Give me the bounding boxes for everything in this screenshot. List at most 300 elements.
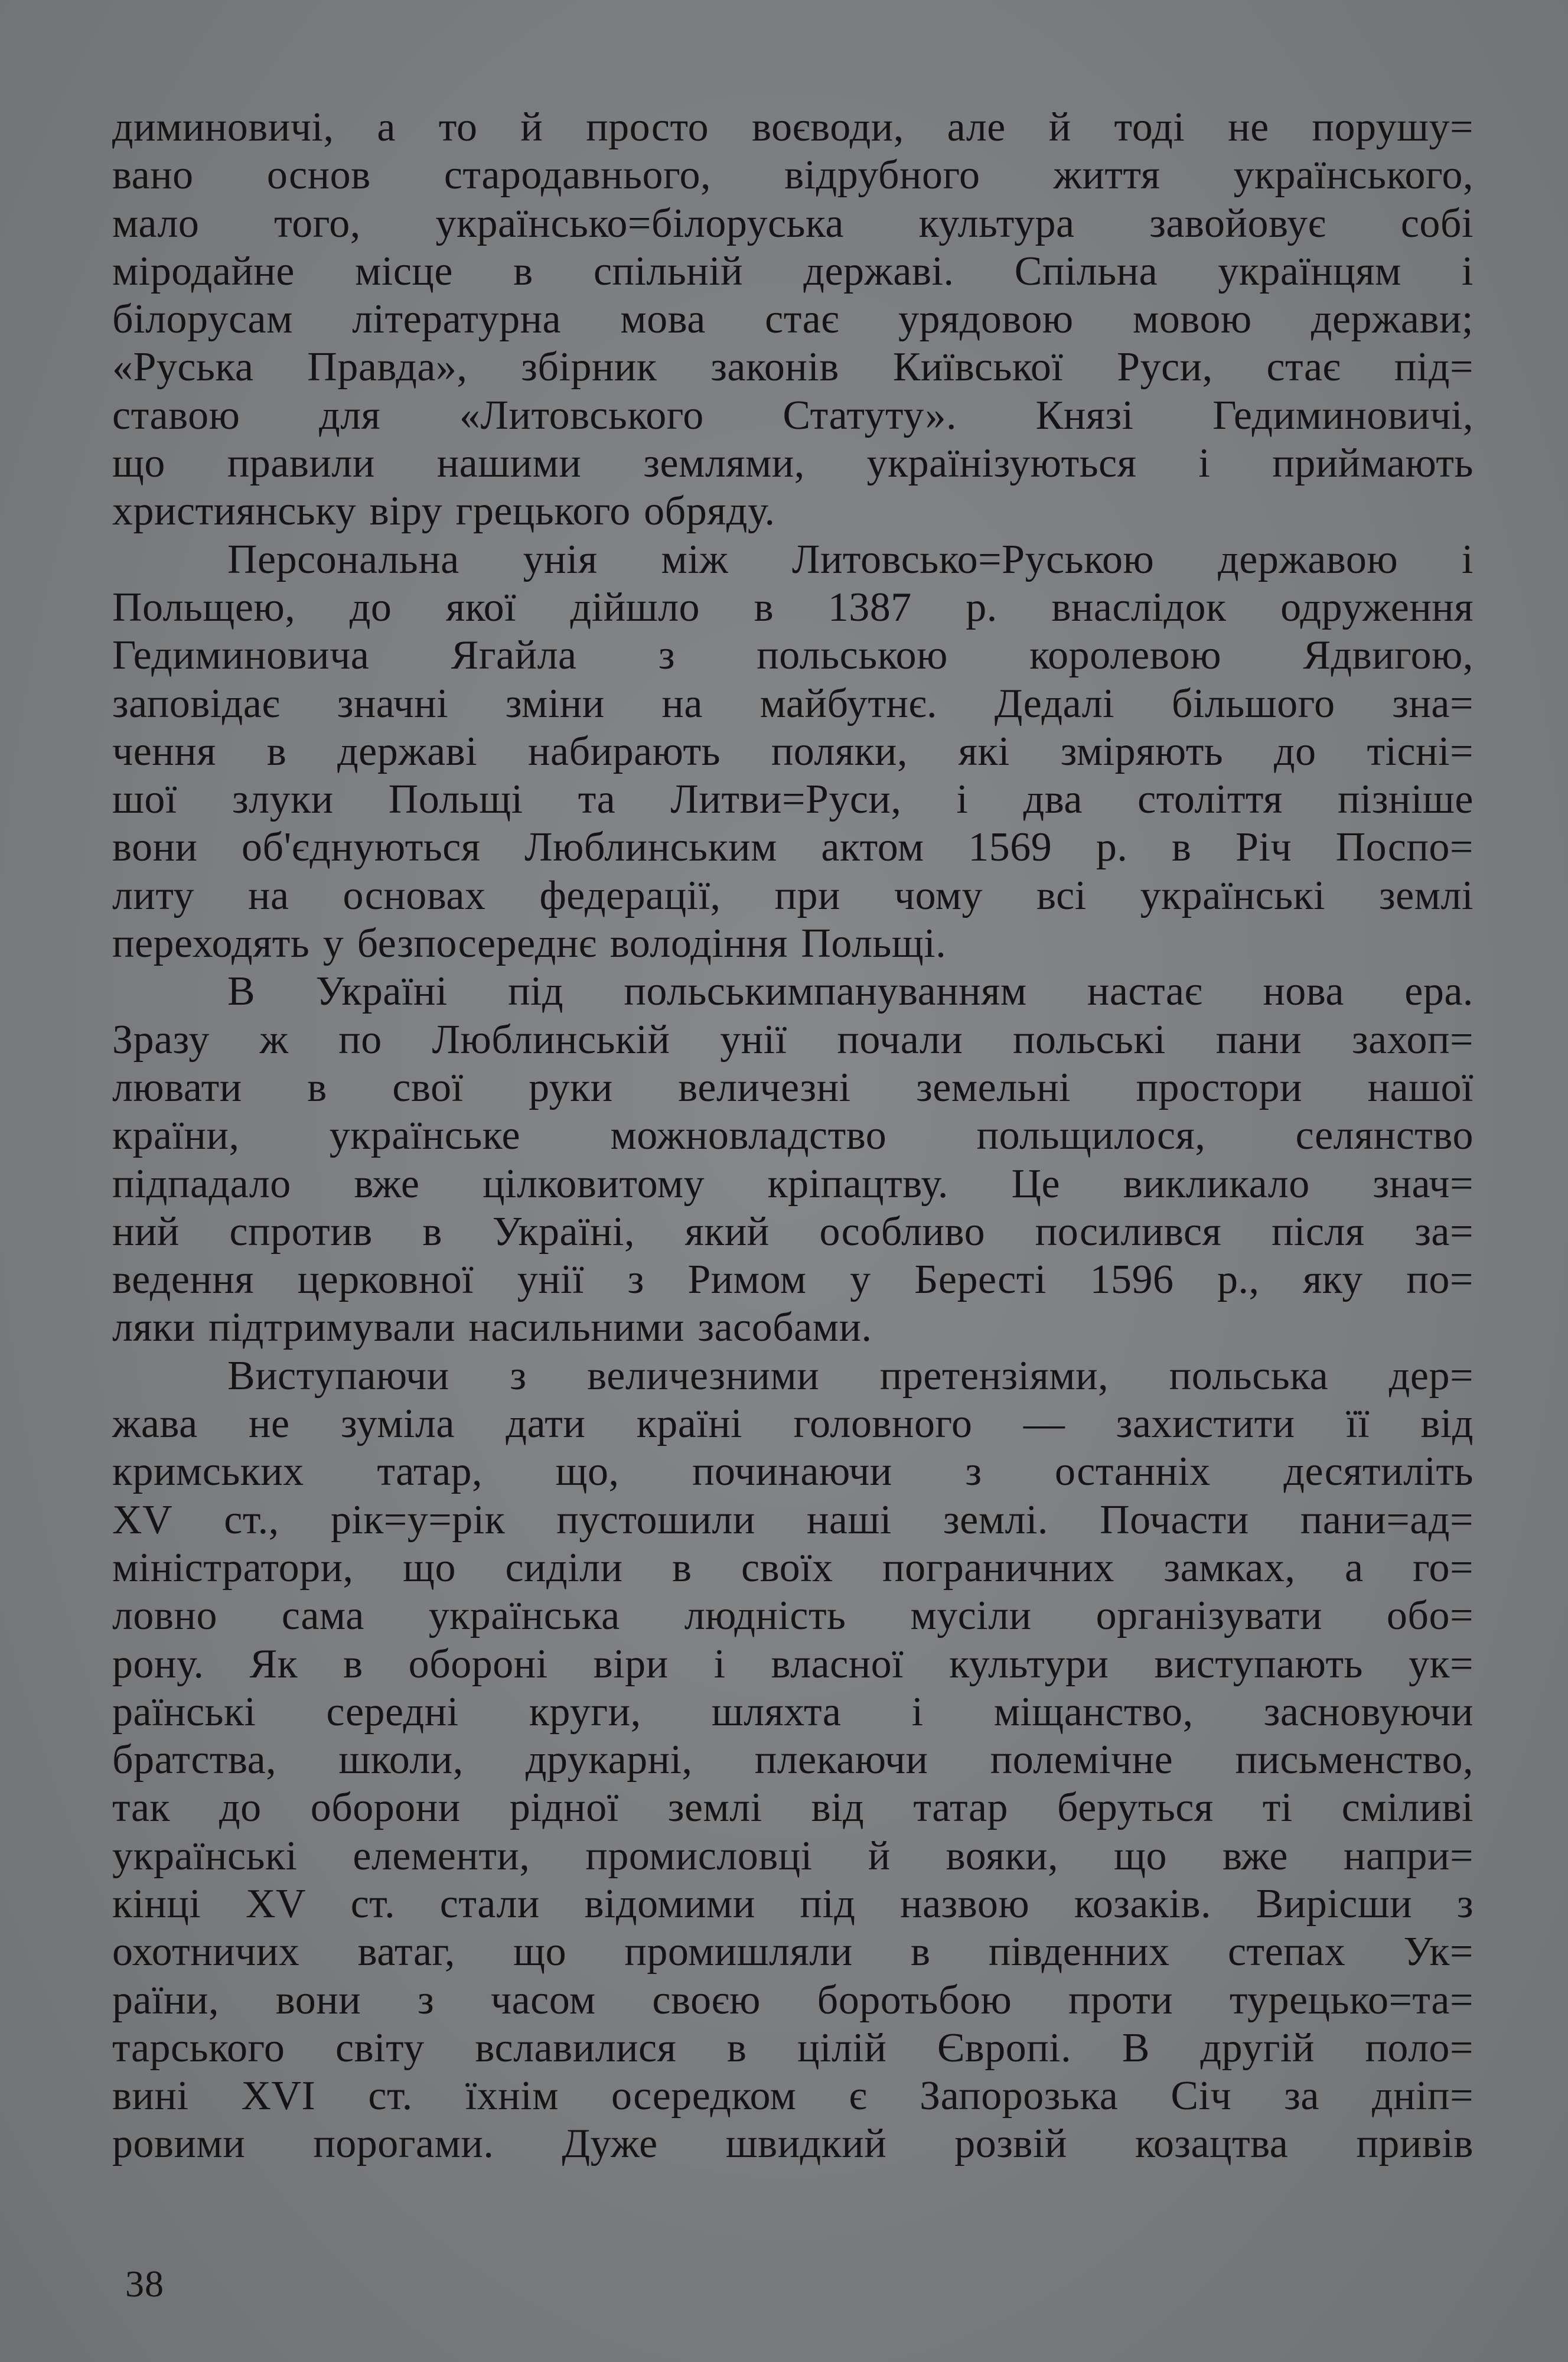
word: Спільна: [1014, 248, 1158, 294]
word: є: [849, 2073, 868, 2119]
word: польською: [757, 633, 948, 679]
text-line: [112, 1400, 1474, 1448]
word: захоп=: [1351, 1017, 1474, 1063]
word: її: [1346, 1401, 1370, 1447]
word: що,: [555, 1449, 620, 1495]
word: українсько=білоруська: [435, 200, 844, 246]
word: друкарні,: [525, 1737, 693, 1783]
word: братства,: [112, 1737, 277, 1783]
word: культура: [918, 200, 1075, 246]
word: країни,: [112, 1113, 240, 1159]
word: від: [811, 1785, 865, 1831]
word: стає: [1266, 344, 1341, 390]
word: зміни: [505, 680, 605, 726]
word: з: [510, 1353, 527, 1399]
word: руки: [529, 1064, 613, 1110]
word: рідної: [509, 1785, 619, 1831]
word: федерації,: [539, 872, 721, 918]
word: з: [417, 1977, 435, 2023]
word: в: [343, 1641, 363, 1687]
word: більшого: [1171, 680, 1335, 726]
word: кінці: [112, 1881, 201, 1927]
word: на: [661, 680, 703, 726]
word: між: [661, 536, 729, 582]
word: землі: [1379, 872, 1474, 918]
word: держави;: [1311, 297, 1474, 343]
word: підтримували: [208, 1305, 455, 1351]
word: починаючи: [692, 1449, 892, 1495]
word: урядовою: [898, 297, 1074, 343]
word: Гедиминовичі,: [1212, 392, 1474, 438]
word: обряду.: [644, 488, 775, 535]
paragraph: [112, 1352, 1474, 2168]
text-line: [112, 1496, 1474, 1544]
word: що: [513, 1929, 567, 1975]
word: внаслідок: [1051, 584, 1227, 630]
word: підпадало: [112, 1161, 291, 1207]
text-line: [112, 1880, 1474, 1928]
word: Персональна: [227, 536, 459, 582]
word: й: [868, 1833, 891, 1879]
word: поло=: [1365, 2025, 1474, 2071]
word: козаків.: [1074, 1881, 1212, 1927]
word: ватаг,: [357, 1929, 455, 1975]
word: Європі.: [937, 2025, 1072, 2071]
word: головного: [793, 1401, 973, 1447]
word: плекаючи: [754, 1737, 928, 1783]
word: раїни,: [112, 1977, 219, 2023]
word: сиділи: [505, 1545, 623, 1591]
text-line: [112, 439, 1474, 487]
text-line: [112, 2024, 1474, 2072]
word: так: [112, 1785, 171, 1831]
word: свої: [392, 1064, 464, 1110]
word: правили: [227, 441, 375, 487]
word: нашої: [1367, 1064, 1474, 1110]
word: розвій: [954, 2121, 1067, 2167]
word: наші: [806, 1497, 892, 1543]
word: вже: [1222, 1833, 1288, 1879]
word: до: [1274, 728, 1316, 774]
word: державі.: [803, 248, 954, 294]
word: тоді: [1114, 105, 1185, 150]
word: злуки: [232, 777, 334, 823]
word: Римом: [687, 1257, 807, 1303]
word: що: [1114, 1833, 1167, 1879]
word: пани=ад=: [1300, 1497, 1474, 1543]
word: претензіями,: [879, 1353, 1109, 1399]
text-line: [112, 392, 1474, 439]
word: ті: [1262, 1785, 1293, 1831]
word: мова: [620, 297, 706, 343]
word: не: [249, 1401, 290, 1447]
word: 1569: [968, 825, 1052, 871]
word: унії: [517, 1257, 585, 1303]
word: людність: [684, 1593, 846, 1639]
word: з: [627, 1257, 644, 1303]
word: величезні: [678, 1064, 851, 1110]
text-line: [112, 872, 1474, 920]
word: стає: [765, 297, 839, 343]
text-line: [112, 1160, 1474, 1208]
word: Руси,: [1117, 344, 1213, 390]
word: в: [671, 1545, 692, 1591]
word: то: [438, 105, 478, 150]
word: з: [1456, 1881, 1474, 1927]
word: Річ: [1235, 825, 1292, 871]
word: Дедалі: [994, 680, 1115, 726]
word: ж: [259, 1017, 289, 1063]
word: стародавнього,: [444, 152, 711, 198]
word: пізніше: [1337, 777, 1474, 823]
word: в: [1171, 825, 1192, 871]
word: майбутнє.: [759, 680, 938, 726]
word: в: [910, 1929, 931, 1975]
word: Люблинській: [432, 1017, 670, 1063]
text-line: [112, 2072, 1474, 2120]
word: і: [1462, 536, 1474, 582]
word: білорусам: [112, 297, 293, 343]
word: охотничих: [112, 1929, 300, 1975]
word: польська: [1169, 1353, 1329, 1399]
word: нашими: [436, 441, 582, 487]
word: століття: [1137, 777, 1283, 823]
word: кріпацтву.: [767, 1161, 948, 1207]
word: другій: [1200, 2025, 1315, 2071]
text-line: [112, 1112, 1474, 1159]
word: в: [513, 248, 533, 294]
word: круги,: [529, 1689, 641, 1735]
word: державою: [1218, 536, 1399, 582]
word: своїх: [741, 1545, 833, 1591]
word: замках,: [1163, 1545, 1296, 1591]
word: в: [266, 728, 287, 774]
word: Це: [1011, 1161, 1061, 1207]
word: дійшло: [570, 584, 700, 630]
word: школи,: [338, 1737, 464, 1783]
word: церковної: [297, 1257, 474, 1303]
word: собі: [1400, 200, 1474, 246]
word: «Литовського: [459, 392, 704, 438]
word: землями,: [643, 441, 805, 487]
word: козацтва: [1135, 2121, 1289, 2167]
word: та: [578, 777, 616, 823]
word: основах: [343, 872, 486, 918]
word: а: [1344, 1545, 1364, 1591]
word: татар,: [377, 1449, 483, 1495]
word: Статуту».: [783, 392, 957, 438]
text-line: [112, 823, 1474, 871]
word: під: [800, 1881, 856, 1927]
word: польські: [1013, 1017, 1166, 1063]
word: державі: [337, 728, 478, 774]
word: які: [958, 728, 1010, 774]
word: Правда»,: [307, 344, 468, 390]
word: Князі: [1035, 392, 1134, 438]
word: країні: [636, 1401, 743, 1447]
word: величезними: [587, 1353, 820, 1399]
word: відрубного: [784, 152, 980, 198]
word: Ядвигою,: [1303, 633, 1474, 679]
word: міщанство,: [993, 1689, 1194, 1735]
word: почали: [837, 1017, 963, 1063]
word: пани: [1215, 1017, 1302, 1063]
word: своєю: [652, 1977, 761, 2023]
word: Україні,: [492, 1208, 635, 1255]
text-line: [112, 1688, 1474, 1736]
word: вславилися: [475, 2025, 677, 2071]
word: унії: [720, 1017, 787, 1063]
word: в: [754, 584, 774, 630]
paragraph: [112, 536, 1474, 968]
word: 1387: [827, 584, 912, 630]
word: але: [947, 105, 1006, 150]
word: і: [1462, 248, 1474, 294]
word: вано: [112, 152, 194, 198]
word: володіння: [609, 921, 788, 967]
word: Вирісши: [1256, 1881, 1413, 1927]
word: засобами.: [697, 1305, 872, 1351]
word: набирають: [527, 728, 721, 774]
word: актом: [821, 825, 924, 871]
word: останніх: [1055, 1449, 1211, 1495]
word: стали: [439, 1881, 540, 1927]
word: ст.,: [224, 1497, 279, 1543]
word: промишляли: [624, 1929, 853, 1975]
text-line: [112, 1208, 1474, 1256]
word: культури: [949, 1641, 1109, 1687]
word: промисловці: [585, 1833, 813, 1879]
word: по: [338, 1017, 382, 1063]
body-text: [112, 103, 1474, 2168]
word: проти: [1068, 1977, 1173, 2023]
word: лювати: [112, 1064, 242, 1110]
word: дніп=: [1372, 2073, 1474, 2119]
word: —: [1023, 1401, 1065, 1447]
word: життя: [1053, 152, 1160, 198]
text-line: [112, 584, 1474, 631]
word: шляхта: [711, 1689, 842, 1735]
word: до: [349, 584, 392, 630]
word: зна=: [1392, 680, 1474, 726]
word: літературна: [352, 297, 562, 343]
word: якої: [446, 584, 517, 630]
word: по=: [1406, 1257, 1474, 1303]
word: вони: [112, 825, 198, 871]
word: мовою: [1132, 297, 1252, 343]
text-line: [112, 103, 1474, 151]
text-line: [112, 1976, 1474, 2024]
word: віри: [593, 1641, 669, 1687]
text-line: [112, 1928, 1474, 1976]
word: мало: [112, 200, 200, 246]
paragraph: [112, 967, 1474, 1351]
word: дати: [506, 1401, 586, 1447]
word: не: [1228, 105, 1269, 150]
word: завойовує: [1149, 200, 1326, 246]
word: знач=: [1373, 1161, 1474, 1207]
text-line: [112, 1448, 1474, 1496]
word: оборони: [310, 1785, 461, 1831]
word: Київської: [892, 344, 1064, 390]
word: польщилося,: [976, 1113, 1206, 1159]
word: го=: [1413, 1545, 1474, 1591]
text-line: [112, 1352, 1474, 1400]
word: насильними: [468, 1305, 684, 1351]
word: нова: [1263, 969, 1345, 1015]
word: спротив: [229, 1208, 373, 1255]
word: Люблинським: [524, 825, 777, 871]
page-number: 38: [125, 2263, 164, 2305]
word: Зразу: [112, 1017, 210, 1063]
word: збірник: [521, 344, 657, 390]
word: вони: [275, 1977, 361, 2023]
word: унія: [523, 536, 598, 582]
text-line: [112, 247, 1474, 295]
word: й: [1048, 105, 1071, 150]
word: польськимпануванням: [624, 969, 1027, 1015]
word: боротьбою: [817, 1977, 1012, 2023]
word: порогами.: [313, 2121, 494, 2167]
word: елементи,: [353, 1833, 530, 1879]
text-line: [112, 536, 1474, 584]
word: засновуючи: [1263, 1689, 1474, 1735]
word: у: [322, 921, 344, 967]
word: Бересті: [914, 1257, 1047, 1303]
word: Ук=: [1403, 1929, 1474, 1975]
word: 1596: [1090, 1257, 1174, 1303]
word: жава: [112, 1401, 198, 1447]
word: того,: [274, 200, 361, 246]
word: два: [1023, 777, 1083, 823]
word: кримських: [112, 1449, 304, 1495]
word: чення: [112, 728, 216, 774]
text-line: [112, 1544, 1474, 1592]
word: «Руська: [112, 344, 254, 390]
word: українське: [329, 1113, 521, 1159]
word: Почасти: [1100, 1497, 1249, 1543]
word: світу: [335, 2025, 425, 2071]
word: що: [112, 441, 165, 487]
word: ера.: [1404, 969, 1474, 1015]
word: селянство: [1295, 1113, 1474, 1159]
word: який: [684, 1208, 770, 1255]
word: грецького: [455, 488, 631, 535]
word: пограничних: [882, 1545, 1114, 1591]
word: швидкий: [725, 2121, 887, 2167]
word: переходять: [112, 921, 310, 967]
text-line: [112, 728, 1474, 776]
word: зуміла: [340, 1401, 455, 1447]
text-line: [112, 1256, 1474, 1304]
word: значні: [337, 680, 449, 726]
word: південних: [988, 1929, 1170, 1975]
word: місце: [355, 248, 453, 294]
word: відомими: [584, 1881, 755, 1927]
word: захистити: [1116, 1401, 1295, 1447]
word: Поспо=: [1335, 825, 1474, 871]
word: чому: [894, 872, 983, 918]
word: ведення: [112, 1257, 255, 1303]
word: під=: [1394, 344, 1474, 390]
word: XVI: [241, 2073, 316, 2119]
text-line: [112, 967, 1474, 1015]
word: литу: [112, 872, 195, 918]
word: в: [726, 2025, 747, 2071]
text-line: [112, 487, 1474, 535]
word: при: [774, 872, 840, 918]
word: законів: [710, 344, 839, 390]
word: степах: [1227, 1929, 1346, 1975]
word: турецько=та=: [1229, 1977, 1474, 2023]
word: Литовсько=Руською: [791, 536, 1155, 582]
word: за=: [1414, 1208, 1474, 1255]
word: дер=: [1388, 1353, 1474, 1399]
word: під: [508, 969, 564, 1015]
word: християнську: [112, 488, 357, 535]
word: В: [227, 969, 256, 1015]
word: Дуже: [562, 2121, 658, 2167]
word: ловно: [112, 1593, 217, 1639]
word: віру: [369, 488, 443, 535]
word: з: [658, 633, 675, 679]
word: сміливі: [1341, 1785, 1474, 1831]
text-line: [112, 1064, 1474, 1112]
text-line: [112, 920, 1474, 967]
text-line: [112, 2120, 1474, 2168]
word: Польщі.: [801, 921, 947, 967]
word: ст.: [368, 2073, 413, 2119]
word: привів: [1356, 2121, 1474, 2167]
word: беруться: [1057, 1785, 1214, 1831]
word: основ: [266, 152, 371, 198]
word: землі.: [943, 1497, 1048, 1543]
word: ставою: [112, 392, 240, 438]
word: Виступаючи: [227, 1353, 449, 1399]
word: за: [1284, 2073, 1319, 2119]
word: для: [319, 392, 381, 438]
word: простори: [1136, 1064, 1302, 1110]
text-line: [112, 1736, 1474, 1784]
word: викликало: [1123, 1161, 1310, 1207]
word: земельні: [916, 1064, 1071, 1110]
word: українізуються: [866, 441, 1137, 487]
word: Гедиминовича: [112, 633, 370, 679]
word: цілій: [797, 2025, 887, 2071]
word: ст.: [350, 1881, 396, 1927]
word: рону.: [112, 1641, 204, 1687]
word: королевою: [1029, 633, 1222, 679]
word: і: [911, 1689, 924, 1735]
word: і: [1198, 441, 1211, 487]
word: р.,: [1217, 1257, 1260, 1303]
word: зміряють: [1060, 728, 1224, 774]
word: вині: [112, 2073, 189, 2119]
text-line: [112, 631, 1474, 679]
word: Польщею,: [112, 584, 296, 630]
word: заповідає: [112, 680, 280, 726]
text-line: [112, 1304, 1474, 1351]
word: організувати: [1096, 1593, 1322, 1639]
word: землі: [667, 1785, 762, 1831]
word: українські: [112, 1833, 298, 1879]
word: безпосереднє: [357, 921, 597, 967]
word: диминовичі,: [112, 105, 334, 150]
text-line: [112, 1784, 1474, 1832]
text-line: [112, 151, 1474, 199]
word: XV: [112, 1497, 173, 1543]
text-line: [112, 1592, 1474, 1640]
